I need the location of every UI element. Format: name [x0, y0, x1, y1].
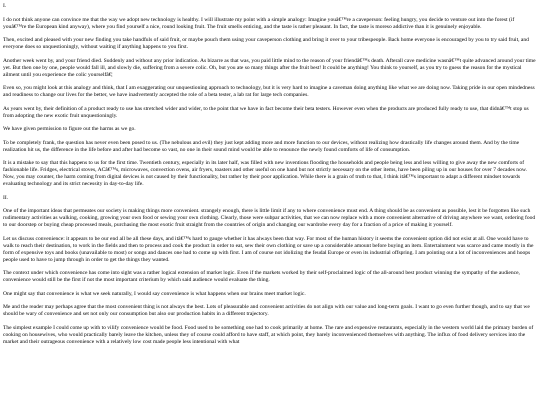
- paragraph: Another week went by, and your friend died. Suddenly and without any prior indication. As bizarre as that was, you paid little mind to the reason of your friendâ€™s death. Afterall cave medicine wasnâ€™t quite advanced around your time yet. But then one by one, people would fall ill, and slowly die, suffering from a severe colic. Oh, but you ate so many things after the fruit best! It could be anything! You think to yourself, as you try to guess the reason for the mystical ailment until you experience the colic yourselfâ€¦: [3, 57, 536, 78]
- paragraph: Even so, you might look at this analogy and think, that I am exaggerating our unquestioning approach to technology, but it is very hard to imagine a caveman doing anything like what we are doing now. Taking pride in our open mindedness and readiness to change our lives for the better, we have inadvertently accepted the role of a beta tester, a lab rat for large tech companies.: [3, 85, 535, 98]
- paragraph: Let us discuss convenience: it appears to be our end all be all these days, and itâ€™s hard to gauge whether it has always been that way. For most of the human history it seems the convenient option did not exist at all. One would have to walk to reach their destination, to work in the fields and then to process and cook the product in order to eat, sew their own clothing or save up a considerable amount before buying an item. Entertainment was scarce and came mostly in the form of expensive toys and books (unavailable to most) or songs and dances one had to come up with first. I am of course not idolizing the feudal Europe or even its industrial offspring. I am pointing out a lot of inconveniences and hoops people used to have to jump through in order to get the things they wanted.: [3, 235, 534, 263]
- paragraph: Then, excited and pleased with your new finding you take handfuls of said fruit, or maybe pouch them using your caveperson clothing and bring it over to your tribespeople. Back home everyone is encouraged by you to try said fruit, and everyone does so unquestioningly, without waiting if anything happens to you first.: [3, 37, 529, 50]
- paragraph: To be completely frank, the question has never even been posed to us. (The nebulous and evil) they just kept adding more and more function to our devices, without realizing how drastically life changes around them. And by the time realization hit us, the difference in the life before and after had become so vast, no one in their sound mind would be able to renounce the newly found comforts of life of consumption.: [3, 139, 520, 153]
- paragraph: The simplest example I could come up with to vilify convenience would be food. Food used to be something one had to cook primarily at home. The rare and expensive restaurants, especially in the western world laid the primary burden of cooking on housewives, who would practically barely leave the kitchen, unless they of course could afford to have staff, at which point, they barely inconvenienced themselves with anything. The influx of food delivery services into the market and their outrageous convenience with a relatively low cost made people less intentional with what: [3, 324, 534, 345]
- paragraph: One of the important ideas that permeates our society is making things more convenient. strangely enough, there is little limit if any to where convenience must end. A thing should be as convenient as possible, lest it be forgotten like such rudimentary activities as walking, cooking, growing your own food or sewing your own clothing. Clearly, those were subpar activities, that we can now replace with a more convenient alternative of driving anywhere we want, ordering food to our doorstep or buying cheap processed meals, purchasing the most exotic fruit straight from the countries of origin and changing our wardrobe every day for a fraction of a price of making it yourself.: [3, 208, 536, 228]
- paragraph: Me and the reader may perhaps agree that the most convenient thing is not always the best. Lots of pleasurable and convenient activities do not align with our value and long-term goals. I want to go even further though, and to say that we should be wary of convenience and set not only our consumption but also our production habits in a different trajectory.: [3, 304, 530, 317]
- paragraph: One might say that convenience is what we seek naturally, I would say convenience is what happens when our brains meet market logic.: [3, 290, 306, 297]
- section-numeral: II.: [3, 194, 9, 201]
- paragraph: The context under which convenience has come into sight was a rather logical extension of market logic. Even if the markets worked by their self-proclaimed logic of the all-around best product winning the sympathy of the audience, convenience would still be the first if not the most important criterium by which said audience would evaluate the thing.: [3, 270, 520, 283]
- section-numeral: I.: [3, 3, 7, 9]
- paragraph: As years went by, their definition of a product ready to use has stretched wider and wider, to the point that we have in fact become their beta testers. However even when the products are produced fully ready to use, that didnâ€™t stop us from adopting the new exotic fruit unquestioningly.: [3, 105, 529, 119]
- paragraph: I do not think anyone can convince me that the way we adopt new technology is healthy. I will illustrate my point with a simple analogy: Imagine youâ€™re a caveperson: feeling hungry, you decide to venture out into the forest (if youâ€™re the European kind anyway), where you find yourself a nice, round looking fruit. The fruit smells enticing, and the taste is rather pleasant. In fact, the taste is moreso addictive than it is genuinely enjoyable.: [3, 16, 515, 30]
- paragraph: It is a mistake to say that this happens to us for the first time. Twentieth century, especially in its later half, was filled with new inventions flooding the households and people being less and less willing to give away the new comforts of fashionable life. Fridges, electrical stoves, ACâ€™s, microwaves, convection ovens, air fryers, toasters and other useful on one hand but not strictly necessary on the other items, have been piling up in our houses for over 7 decades now. Now, you may counter, the harm coming from digital devices is not caused by their functionality, but rather by their poor application. While there is a grain of truth to that, I think itâ€™s important to adapt a different mindset towards evaluating technology and its strict necessity in day-to-day life.: [3, 160, 527, 187]
- paragraph: We have given permission to figure out the harms as we go.: [3, 126, 136, 132]
